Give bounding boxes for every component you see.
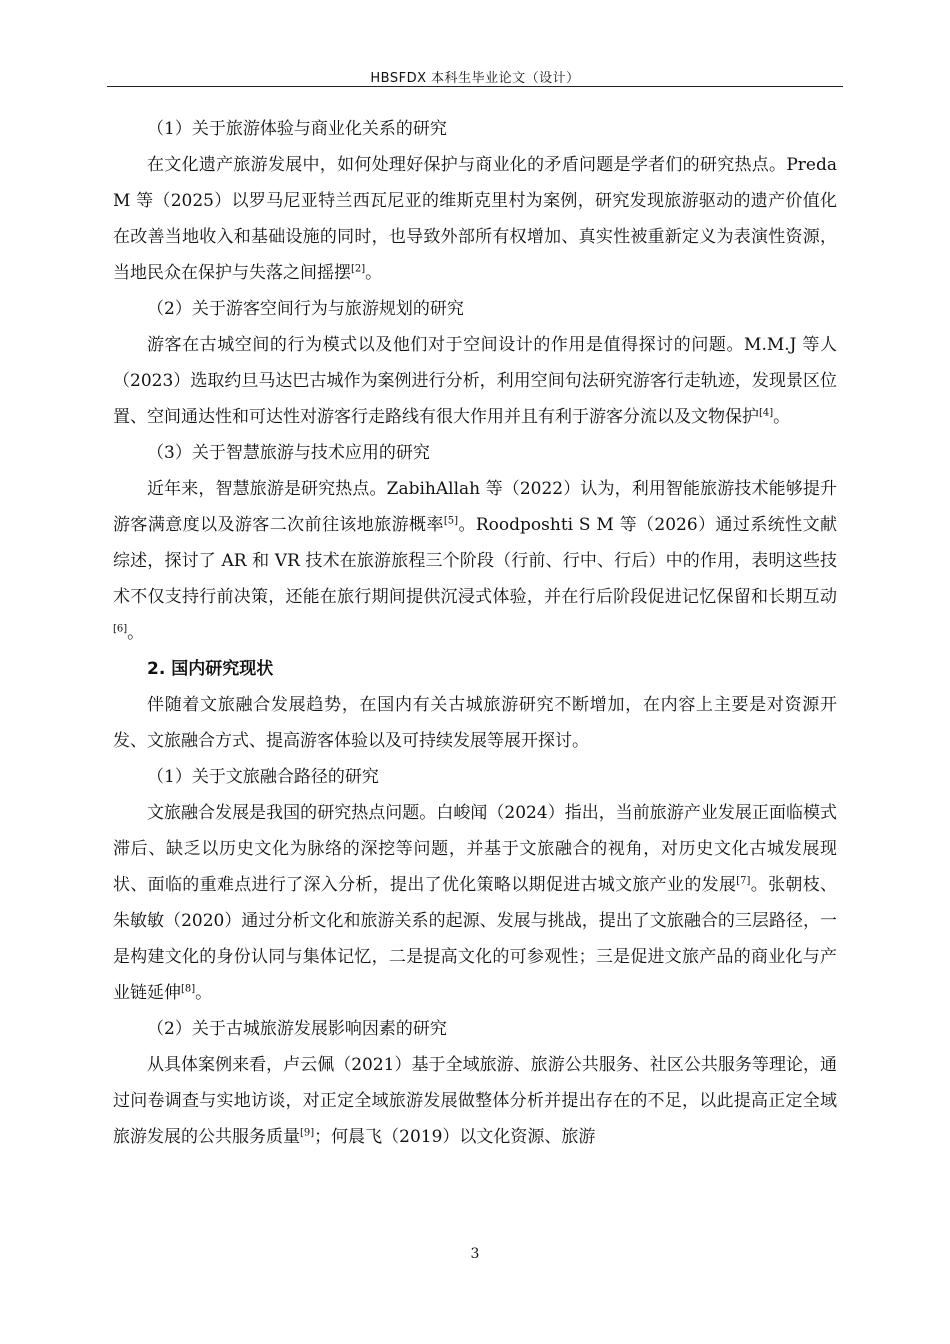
citation-ref[interactable]: [9] [300, 1127, 315, 1139]
page-number: 3 [470, 1246, 480, 1262]
paragraph-text: 近年来，智慧旅游是研究热点。ZabihAllah 等（2022）认为，利用智能旅游技术能够提升游客满意度以及游客二次前往该地旅游概率 [113, 479, 837, 535]
paragraph-text: 。Roodposhti S M 等（2026）通过系统性文献综述，探讨了 AR 和 VR 技术在旅游旅程三个阶段（行前、行中、行后）中的作用，表明这些技术不仅支持行前决策，还能在旅行期间提供沉浸式体验，并在行后阶段促进记忆保留和长期互动 [113, 515, 837, 607]
running-header: HBSFDX 本科生毕业论文（设计） [370, 71, 580, 86]
paragraph-end: 。 [773, 407, 791, 427]
citation-ref[interactable]: [6] [113, 623, 128, 635]
citation-ref[interactable]: [2] [351, 263, 366, 275]
paragraph-commercialization [113, 147, 837, 291]
citation-ref[interactable]: [7] [736, 875, 751, 887]
subsection-heading-spatial-behavior: （2）关于游客空间行为与旅游规划的研究 [147, 299, 464, 319]
paragraph-text: 文旅融合发展是我国的研究热点问题。白峻闻（2024）指出，当前旅游产业发展正面临模式滞后、缺乏以历史文化为脉络的深挖等问题，并基于文旅融合的视角，对历史文化古城发展现状、面临的重难点进行了深入分析，提出了优化策略以期促进古城文旅产业的发展 [113, 803, 837, 895]
section-heading-domestic-research: 2. 国内研究现状 [147, 659, 274, 679]
paragraph-text: 游客在古城空间的行为模式以及他们对于空间设计的作用是值得探讨的问题。M.M.J 等人（2023）选取约旦马达巴古城作为案例进行分析，利用空间句法研究游客行走轨迹，发现景区位置、空间通达性和可达性对游客行走路线有很大作用并且有利于游客分流以及文物保护 [113, 335, 837, 427]
subsection-heading-influence-factors: （2）关于古城旅游发展影响因素的研究 [147, 1019, 447, 1039]
citation-ref[interactable]: [8] [181, 983, 196, 995]
paragraph-influence-factors [113, 1047, 837, 1155]
header-divider [107, 86, 843, 87]
citation-ref[interactable]: [4] [759, 407, 774, 419]
citation-ref[interactable]: [5] [443, 515, 459, 527]
paragraph-text: ；何晨飞（2019）以文化资源、旅游 [314, 1127, 596, 1147]
paragraph-end: 。 [127, 623, 145, 643]
paragraph-end: 。 [195, 983, 213, 1003]
subsection-heading-tourism-experience: （1）关于旅游体验与商业化关系的研究 [147, 119, 447, 139]
paragraph-text: 。张朝枝、朱敏敏（2020）通过分析文化和旅游关系的起源、发展与挑战，提出了文旅融合的三层路径，一是构建文化的身份认同与集体记忆，二是提高文化的可参观性；三是促进文旅产品的商业化与产业链延伸 [113, 875, 838, 1003]
paragraph-end: 。 [365, 263, 383, 283]
subsection-heading-smart-tourism: （3）关于智慧旅游与技术应用的研究 [147, 443, 430, 463]
paragraph-text: 在文化遗产旅游发展中，如何处理好保护与商业化的矛盾问题是学者们的研究热点。Preda M 等（2025）以罗马尼亚特兰西瓦尼亚的维斯克里村为案例，研究发现旅游驱动的遗产价值化在改善当地收入和基础设施的同时，也导致外部所有权增加、真实性被重新定义为表演性资源，当地民众在保护与失落之间摇摆 [113, 155, 837, 283]
subsection-heading-integration-path: （1）关于文旅融合路径的研究 [147, 767, 379, 787]
paragraph-spatial-behavior [113, 327, 837, 435]
paragraph-domestic-overview: 伴随着文旅融合发展趋势，在国内有关古城旅游研究不断增加，在内容上主要是对资源开发、文旅融合方式、提高游客体验以及可持续发展等展开探讨。 [113, 695, 837, 751]
paragraph-integration-path [113, 795, 837, 1011]
paragraph-text: 从具体案例来看，卢云佩（2021）基于全域旅游、旅游公共服务、社区公共服务等理论，通过问卷调查与实地访谈，对正定全域旅游发展做整体分析并提出存在的不足，以此提高正定全域旅游发展的公共服务质量 [113, 1055, 837, 1147]
document-body [113, 111, 837, 1155]
paragraph-smart-tourism [113, 471, 837, 651]
